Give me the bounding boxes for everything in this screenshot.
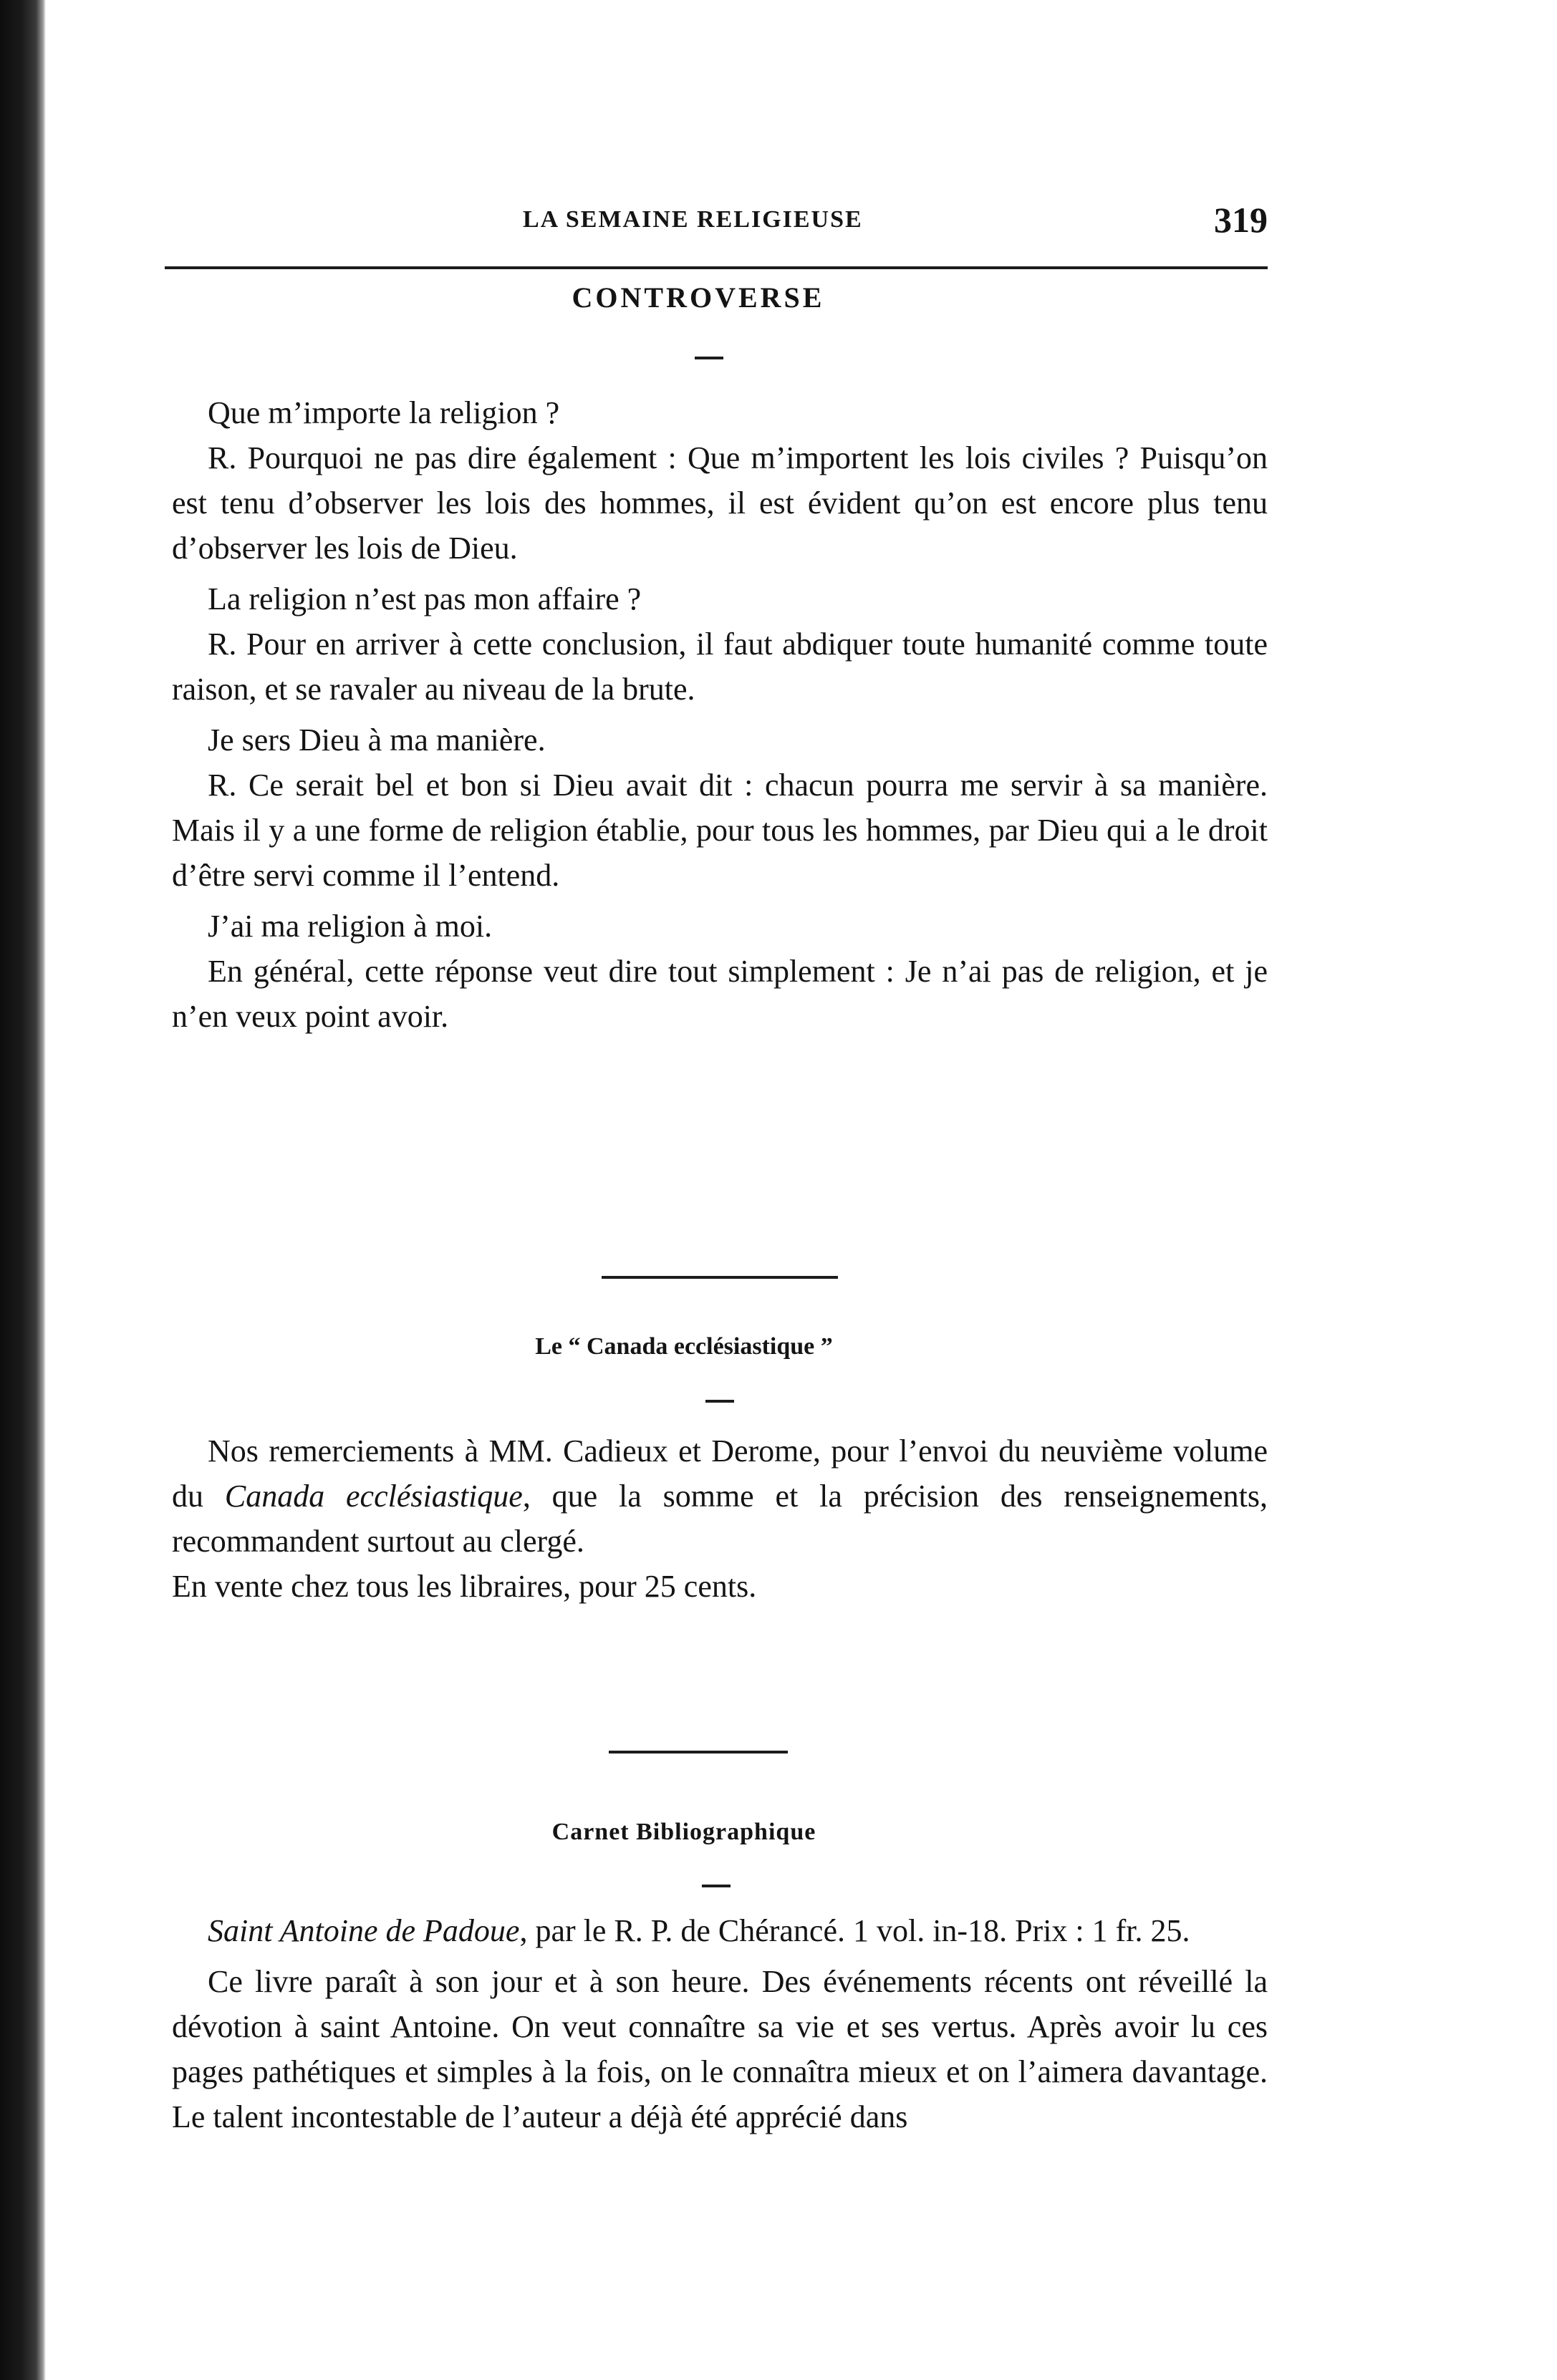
section-title-canada: Le “ Canada ecclésiastique ” <box>535 1333 833 1360</box>
canada-title-italic: Canada ecclésiastique <box>224 1479 523 1514</box>
page-number: 319 <box>1214 200 1268 240</box>
answer-1: R. Pourquoi ne pas dire également : Que m’importent les lois civiles ? Puisqu’on est tenu d’observer les lois des hommes, il est évident qu’on est encore plus tenu d’observer les lois de Dieu. <box>172 440 1268 566</box>
question-1: Que m’importe la religion ? <box>208 395 560 430</box>
section-title-carnet: Carnet Bibliographique <box>551 1819 816 1845</box>
running-head <box>172 199 1268 242</box>
section-separator-1 <box>602 1276 838 1279</box>
section-separator-2 <box>609 1751 788 1753</box>
question-2: La religion n’est pas mon affaire ? <box>208 581 642 616</box>
running-title: LA SEMAINE RELIGIEUSE <box>523 206 863 233</box>
canada-sale-note: En vente chez tous les libraires, pour 25 cents. <box>172 1569 757 1604</box>
canada-paragraph: Nos remerciements à MM. Cadieux et Derome, pour l’envoi du neuvième volume du Canada ecclésiastique, que la somme et la précision des renseignements, recommandent surtout au clergé. <box>172 1433 1268 1559</box>
book-entry: Saint Antoine de Padoue, par le R. P. de Chérancé. 1 vol. in-18. Prix : 1 fr. 25. <box>208 1913 1190 1948</box>
question-3: Je sers Dieu à ma manière. <box>208 722 546 758</box>
header-rule <box>165 266 1268 269</box>
title-dash <box>702 1885 731 1887</box>
answer-3: R. Ce serait bel et bon si Dieu avait dit : chacun pourra me servir à sa manière. Mais il y a une forme de religion établie, pour tous les hommes, par Dieu qui a le droit d’être servi comme il l’entend. <box>172 768 1268 893</box>
canada-body <box>172 1428 1268 1609</box>
book-spine-shadow <box>0 0 46 2380</box>
controverse-body <box>172 390 1268 1039</box>
carnet-body <box>172 1908 1268 2139</box>
title-dash <box>695 357 723 359</box>
title-dash <box>705 1400 734 1403</box>
answer-2: R. Pour en arriver à cette conclusion, il faut abdiquer toute humanité comme toute raison, et se ravaler au niveau de la brute. <box>172 627 1268 707</box>
book-review: Ce livre paraît à son jour et à son heure. Des événements récents ont réveillé la dévotion à saint Antoine. On veut connaître sa vie et ses vertus. Après avoir lu ces pages pathétiques et simples à la fois, on le connaîtra mieux et on l’aimera davantage. Le talent incontestable de l’auteur a déjà été apprécié dans <box>172 1964 1268 2134</box>
book-title-italic: Saint Antoine de Padoue <box>208 1913 520 1948</box>
answer-4: En général, cette réponse veut dire tout simplement : Je n’ai pas de religion, et je n’en veux point avoir. <box>172 954 1268 1034</box>
question-4: J’ai ma religion à moi. <box>208 909 493 944</box>
section-title-controverse: CONTROVERSE <box>572 281 825 314</box>
